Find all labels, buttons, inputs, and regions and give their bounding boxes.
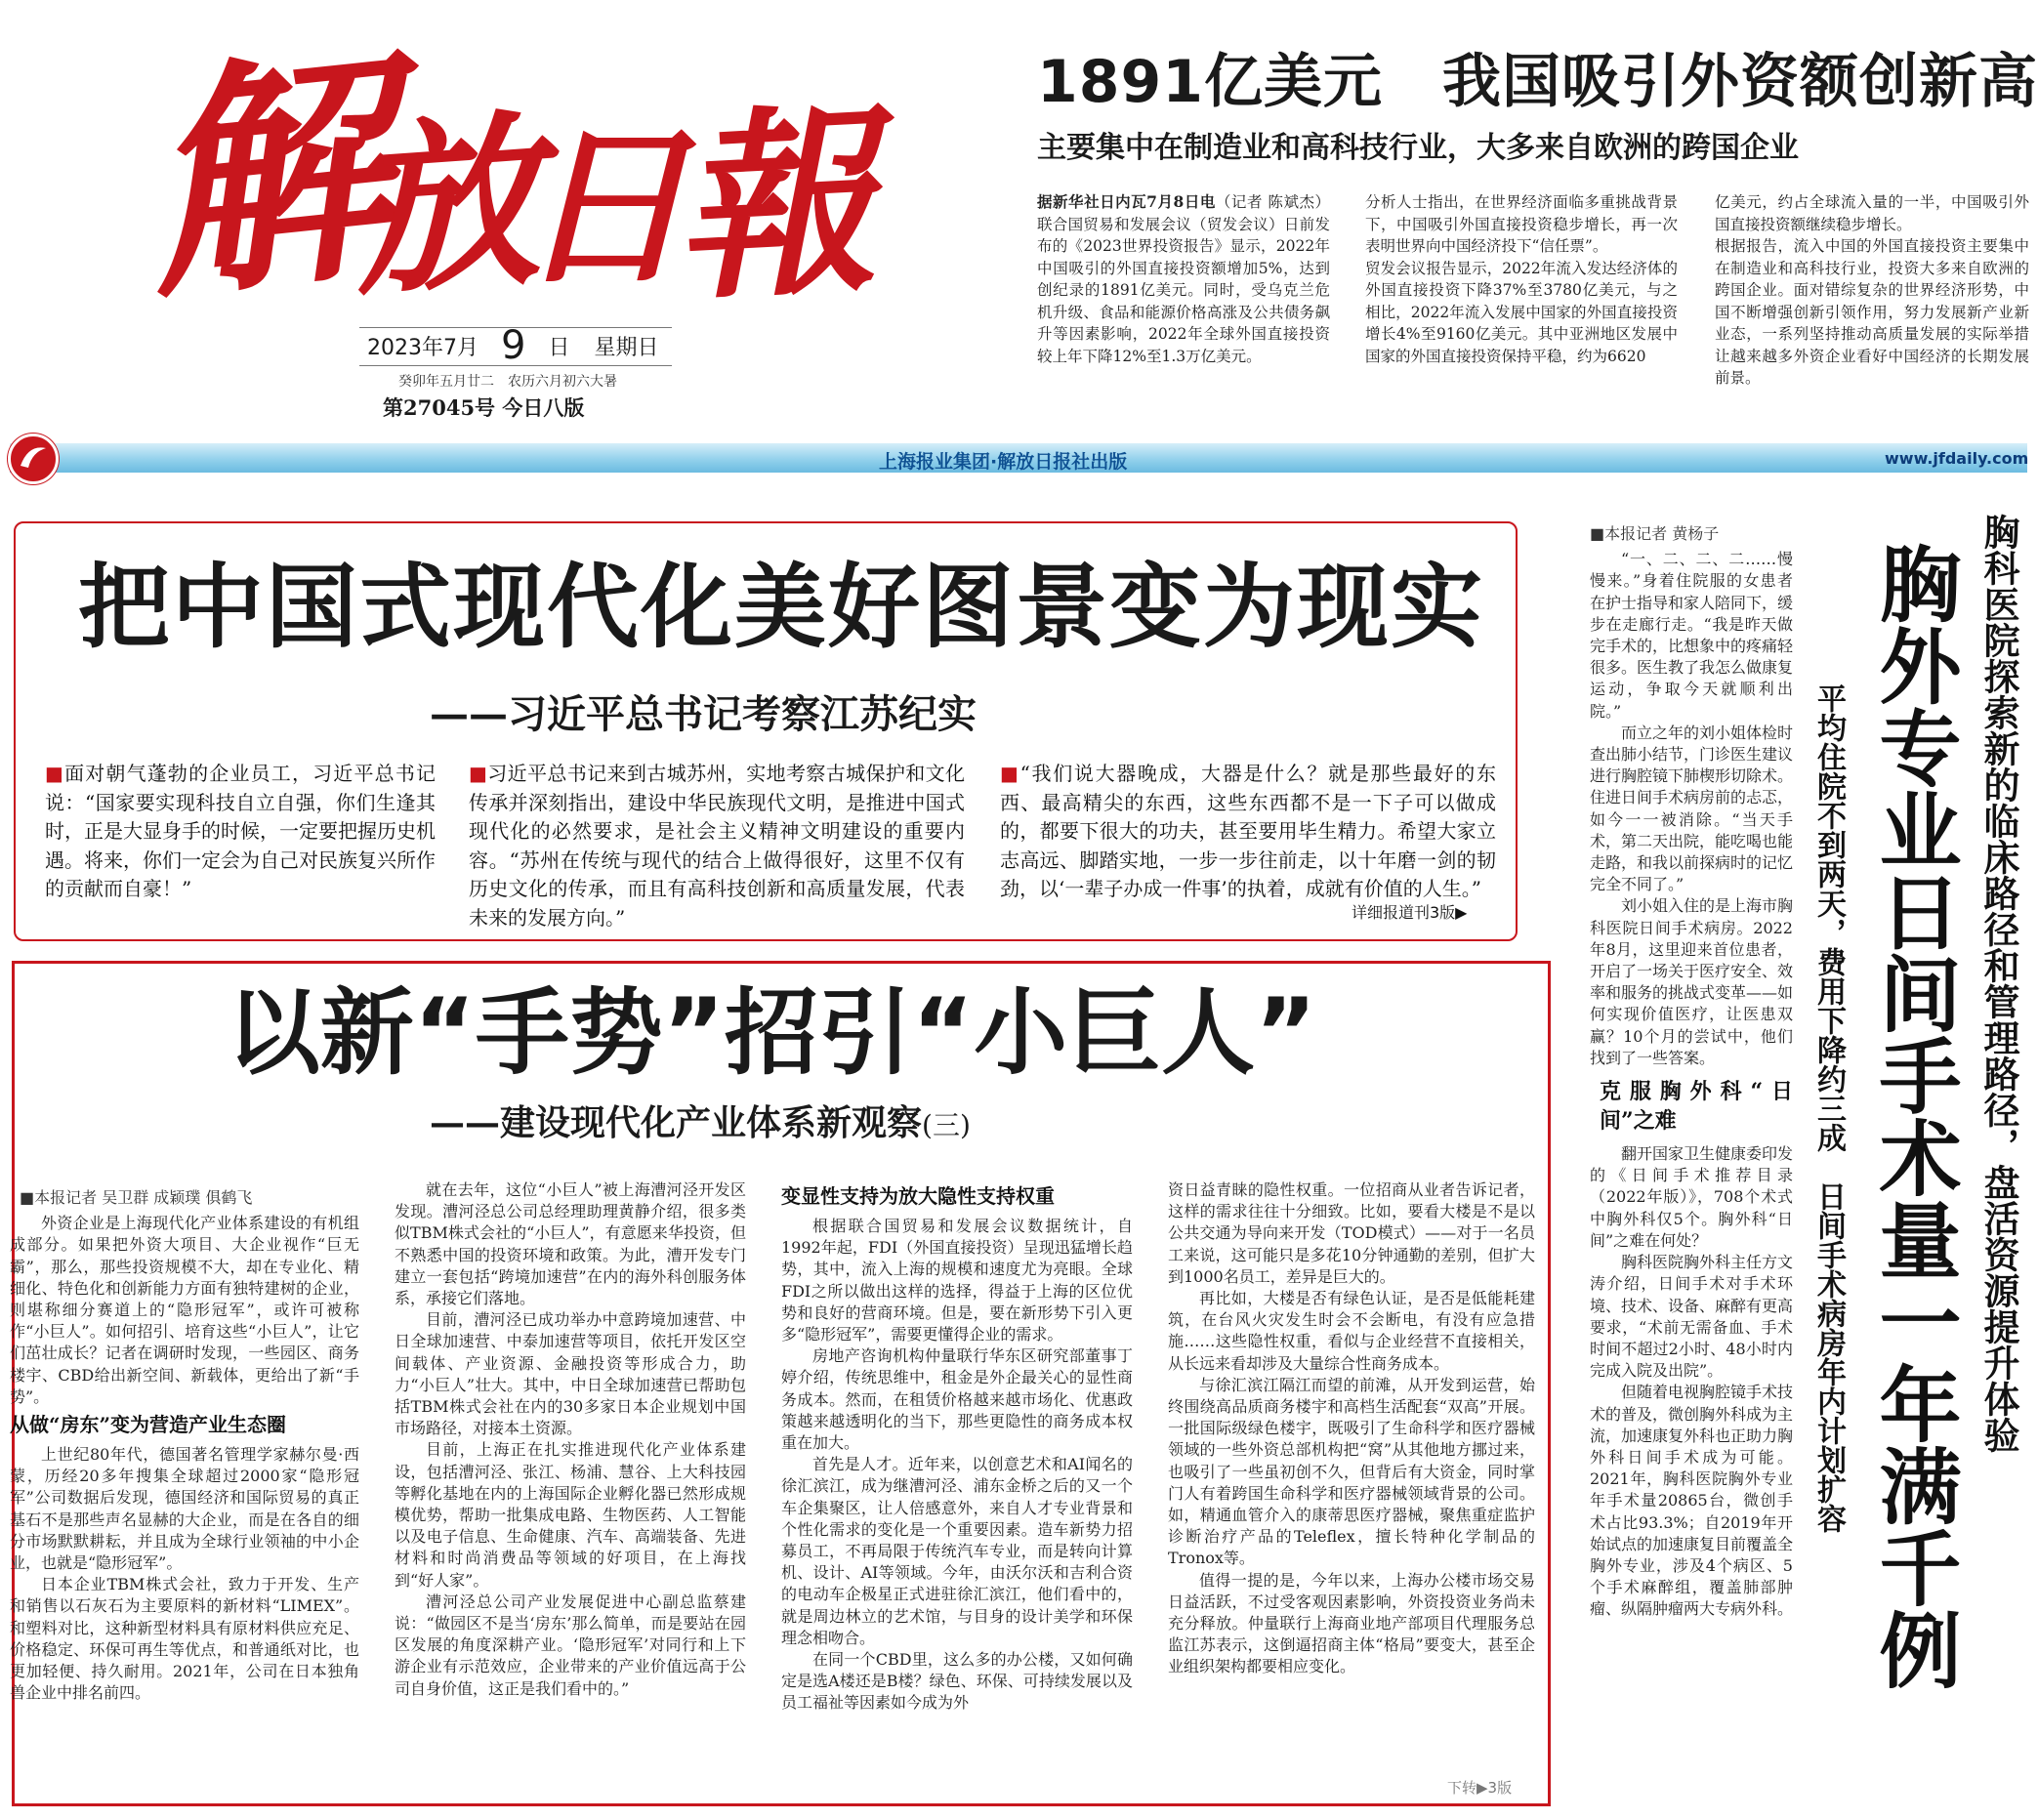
date-day: 9 [501, 323, 526, 368]
masthead [0, 0, 1035, 439]
second-col4-p1: 资日益青睐的隐性权重。一位招商从业者告诉记者，这样的需求往往十分细致。比如，要看大楼是不是以公共交通为导向来开发（TOD模式）——对于一名员工来说，这可能只是多花10分钟通勤的差别，但扩大到1000名员工，差异是巨大的。 [1168, 1180, 1535, 1286]
second-story-subhead: ——建设现代化产业体系新观察 [430, 1102, 923, 1143]
right-story-deck: 平均住院不到两天，费用下降约三成 日间手术病房年内计划扩容 [1811, 683, 1846, 1533]
lead-story-col3 [1000, 760, 1496, 904]
lead-story-subhead: ——习近平总书记考察江苏纪实 [430, 691, 977, 737]
logo-glyph-ri: 日 [518, 107, 688, 308]
second-story-col1 [10, 1187, 359, 1704]
second-col2-p4: 漕河泾总公司产业发展促进中心副总监蔡建说：“做园区不是当‘房东’那么简单，而是要站在园区发展的角度深耕产业。‘隐形冠军’对同行和上下游企业有示范效应，企业带来的产业价值远高于公司自身价值，这正是我们看中的。” [395, 1592, 746, 1698]
website-link[interactable]: www.jfdaily.com [1885, 449, 2029, 468]
lead-col3-text: “我们说大器晚成，大器是什么？就是那些最好的东西、最高精尖的东西，这些东西都不是一下子可以做成的，都要下很大的功夫，甚至要用毕生精力。希望大家立志高远、脚踏实地，一步一步往前走，以十年磨一剑的韧劲，以‘一辈子办成一件事’的执着，成就有价值的人生。” [1000, 762, 1496, 900]
second-col1-subhead: 从做“房东”变为营造产业生态圈 [10, 1413, 287, 1437]
lead-story-col2 [469, 760, 965, 932]
second-story-col4 [1168, 1179, 1535, 1678]
top-story-col1-para [1037, 191, 1330, 367]
second-story-byline: ■本报记者 吴卫群 成颖璞 俱鹤飞 [20, 1188, 253, 1207]
date-rule-bottom [359, 365, 672, 366]
second-col2-p3: 目前，上海正在扎实推进现代化产业体系建设，包括漕河泾、张江、杨浦、慧谷、上大科技园等孵化基地在内的上海国际企业孵化器已然形成规模优势，帮助一批集成电路、生物医药、人工智能以及电子信息、生命健康、汽车、高端装备、先进材料和时尚消费品等领域的好项目，在上海找到“好人家”。 [395, 1440, 746, 1590]
second-col3-p1: 根据联合国贸易和发展会议数据统计，自1992年起，FDI（外国直接投资）呈现迅猛增长趋势，其中，流入上海的规模和速度尤为亮眼。全球FDI之所以做出这样的选择，得益于上海的区位优势和良好的营商环境。但是，要在新形势下引入更多“隐形冠军”，需要更懂得企业的需求。 [781, 1217, 1133, 1344]
date-line [367, 323, 659, 368]
second-story-col2 [395, 1179, 746, 1700]
lead-col1-text: 面对朝气蓬勃的企业员工，习近平总书记说：“国家要实现科技自立自强，你们生逢其时，正是大显身手的时候，一定要把握历史机遇。将来，你们一定会为自己对民族复兴所作的贡献而自豪！” [45, 762, 436, 900]
lunar-date: 癸卯年五月廿二 农历六月初六大暑 [398, 374, 617, 390]
top-story-col2: 分析人士指出，在世界经济面临多重挑战背景下，中国吸引外国直接投资稳步增长，再一次表明世界向中国经济投下“信任票”。 贸发会议报告显示，2022年流入发达经济体的外国直接投资下降37%至3780亿美元，与之相比，2022年流入发展中国家的外国直接投资增长4%至9160亿美元。其中亚洲地区发展中国家的外国直接投资保持平稳，约为6620 [1365, 193, 1678, 365]
second-col1-p1: 外资企业是上海现代化产业体系建设的有机组成部分。如果把外资大项目、大企业视作“巨无霸”，那么，那些投资规模不大，却在专业化、精细化、特色化和创新能力方面有独特建树的企业，则堪称细分赛道上的“隐形冠军”，或许可被称作“小巨人”。如何招引、培育这些“小巨人”，让它们茁壮成长？记者在调研时发现，一些园区、商务楼宇、CBD给出新空间、新载体，更给出了新“手势”。 [10, 1214, 359, 1406]
date-day-suffix: 日 [548, 336, 570, 360]
lead-col2-text: 习近平总书记来到古城苏州，实地考察古城保护和文化传承并深刻指出，建设中华民族现代文明，是推进中国式现代化的必然要求，是社会主义精神文明建设的重要内容。“苏州在传统与现代的结合上做得很好，这里不仅有历史文化的传承，而且有高科技创新和高质量发展，代表未来的发展方向。” [469, 762, 965, 930]
top-story-col1 [1037, 191, 1330, 367]
right-story-body [1590, 523, 1793, 1621]
second-col4-p3: 与徐汇滨江隔江而望的前滩，从开发到运营，始终围绕高品质商务楼宇和高档生活配套“双高”开展。一批国际级绿色楼宇，既吸引了生命科学和医疗器械领域的一些外资总部机构把“窝”从其他地方挪过来，也吸引了一些虽初创不久，但背后有大资金，同时掌门人有着跨国生命科学和医疗器械领域背景的公司。如，精通血管介入的康蒂思医疗器械，聚焦重症监护诊断治疗产品的Teleflex，擅长特种化学制品的Tronox等。 [1168, 1375, 1535, 1568]
swoosh-icon [11, 436, 56, 481]
second-story-headline: 以新“手势”招引“小巨人” [226, 978, 1317, 1088]
second-col2-p1: 就在去年，这位“小巨人”被上海漕河泾开发区发现。漕河泾总公司总经理助理黄静介绍，很多类似TBM株式会社的“小巨人”，有意愿来华投资，但不熟悉中国的投资环境和政策。为此，漕开发专门建立一套包括“跨境加速营”在内的海外科创服务体系，承接它们落地。 [395, 1180, 746, 1308]
top-story-headline: 1891亿美元 我国吸引外资额创新高 [1037, 48, 2038, 116]
top-story-subhead: 主要集中在制造业和高科技行业，大多来自欧洲的跨国企业 [1037, 131, 1799, 165]
second-col3-p3: 首先是人才。近年来，以创意艺术和AI闻名的徐汇滨江，成为继漕河泾、浦东金桥之后的又一个车企集聚区，让人倍感意外，来自人才专业背景和个性化需求的变化是一个重要因素。造车新势力招募员工，不再局限于传统汽车专业，而是转向计算机、设计、AI等领域。今年，由沃尔沃和吉利合资的电动车企极星正式进驻徐汇滨江，他们看中的，就是周边林立的艺术馆，与目身的设计美学和环保理念相吻合。 [781, 1455, 1133, 1647]
second-col1-p2: 上世纪80年代，德国著名管理学家赫尔曼·西蒙，历经20多年搜集全球超过2000家“隐形冠军”公司数据后发现，德国经济和国际贸易的真正基石不是那些声名显赫的大企业，而是在各自的细分市场默默耕耘，并且成为全球行业领袖的中小企业，也就是“隐形冠军”。 [10, 1445, 359, 1573]
right-story-p3: 刘小姐入住的是上海市胸科医院日间手术病房。2022年8月，这里迎来首位患者，开启了一场关于医疗安全、效率和服务的挑战式变革——如何实现价值医疗，让医患双赢？10个月的尝试中，他们找到了一些答案。 [1590, 896, 1794, 1067]
publisher-text: 上海报业集团·解放日报社出版 [879, 451, 1128, 473]
second-col3-subhead: 变显性支持为放大隐性支持权重 [781, 1184, 1055, 1208]
bullet-square-icon: ■ [1000, 762, 1020, 785]
right-story-p4: 翻开国家卫生健康委印发的《日间手术推荐目录（2022年版）》，708个术式中胸外科仅5个。胸外科“日间”之难在何处？ [1590, 1144, 1794, 1250]
second-story-subhead-wrap [430, 1099, 971, 1149]
right-story-byline: ■本报记者 黄杨子 [1590, 524, 1720, 543]
issue-number: 第27045号 今日八版 [383, 395, 585, 420]
top-story-col3: 亿美元，约占全球流入量的一半，中国吸引外国直接投资额继续稳步增长。 根据报告，流入中国的外国直接投资主要集中在制造业和高科技行业，投资大多来自欧洲的跨国企业。面对错综复杂的世界经济形势，中国不断增强创新引领作用，努力发展新产业新业态，一系列坚持推动高质量发展的实际举措让越来越多外资企业看好中国经济的长期发展前景。 [1715, 193, 2029, 387]
right-story-p6: 但随着电视胸腔镜手术技术的普及，微创胸外科成为主流，加速康复外科也正助力胸外科日间手术成为可能。2021年，胸科医院胸外专业年手术量20865台，微创手术占比93.3%；自2019年开始试点的加速康复目前覆盖全胸外专业，涉及4个病区、5个手术麻醉组，覆盖肺部肿瘤、纵隔肿瘤两大专病外科。 [1590, 1383, 1794, 1619]
date-weekday: 星期日 [594, 336, 659, 360]
lead-story-col1 [45, 760, 436, 904]
bullet-square-icon: ■ [45, 762, 65, 785]
second-story-series-no: (三) [922, 1109, 971, 1141]
second-story-col3 [781, 1183, 1133, 1715]
logo-glyph-jie: 解 [130, 21, 404, 333]
bullet-square-icon: ■ [469, 762, 488, 785]
logo-glyph-fang: 放 [345, 91, 546, 321]
second-col4-p2: 再比如，大楼是否有绿色认证，是否是低能耗建筑，在台风火灾发生时会不会断电，有没有应急措施……这些隐性权重，看似与企业经营不直接相关，从长远来看却涉及大量综合性商务成本。 [1168, 1289, 1535, 1373]
top-story-dateline: 据新华社日内瓦7月8日电 [1037, 192, 1216, 211]
lead-story-continued-link[interactable]: 详细报道刊3版▶ [1352, 903, 1468, 922]
second-col3-p4: 在同一个CBD里，这么多的办公楼，又如何确定是选A楼还是B楼？绿色、环保、可持续发展以及员工福祉等因素如今成为外 [781, 1650, 1133, 1713]
right-story-headline: 胸外专业日间手术量一年满千例 [1866, 542, 1962, 1690]
second-col4-p4: 值得一提的是，今年以来，上海办公楼市场交易日益活跃，不过受客观因素影响，外资投资业务尚未充分释放。仲量联行上海商业地产部项目代理服务总监江苏表示，这倒逼招商主体“格局”要变大，甚至企业组织架构都要相应变化。 [1168, 1570, 1535, 1676]
right-story-p5: 胸科医院胸外科主任方文涛介绍，日间手术对手术环境、技术、设备、麻醉有更高要求，“术前无需备血、手术时间不超过2小时、48小时内完成入院及出院”。 [1590, 1253, 1794, 1381]
date-year-month: 2023年7月 [367, 336, 478, 360]
right-story-p2: 而立之年的刘小姐体检时查出肺小结节，门诊医生建议进行胸腔镜下肺楔形切除术。住进日间手术病房前的忐忑，如今一一被消除。“当天手术，第二天出院，能吃喝也能走路，和我以前探病时的记忆完全不同了。” [1590, 723, 1794, 894]
top-story-col1-text: （记者 陈斌杰）联合国贸易和发展会议（贸发会议）日前发布的《2023世界投资报告》显示，2022年中国吸引的外国直接投资额增加5%，达到创纪录的1891亿美元。同时，受乌克兰危机升级、食品和能源价格高涨及公共债务飙升等因素影响，2022年全球外国直接投资较上年下降12%至1.3万亿美元。 [1037, 193, 1330, 365]
band-logo [8, 434, 59, 484]
lead-story-headline: 把中国式现代化美好图景变为现实 [77, 555, 1484, 661]
right-story-kicker: 胸科医院探索新的临床路径和管理路径，盘活资源提升体验 [1977, 514, 2020, 1453]
right-story-p1: “一、二、二、二……慢慢来。”身着住院服的女患者在护士指导和家人陪同下，缓步在走廊行走。“我是昨天做完手术的，比想象中的疼痛轻很多。医生教了我怎么做康复运动，争取今天就顺利出院。” [1590, 550, 1794, 721]
logo-glyph-bao: 報 [668, 84, 881, 329]
logo-calligraphy [130, 21, 881, 333]
second-col3-p2: 房地产咨询机构仲量联行华东区研究部董事丁婷介绍，传统思维中，租金是外企最关心的显性商务成本。然而，在租赁价格越来越市场化、优惠政策越来越透明化的当下，那些更隐性的商务成本权重在加大。 [781, 1346, 1133, 1453]
right-story-subhead: 克服胸外科“日间”之难 [1600, 1079, 1793, 1135]
second-col2-p2: 目前，漕河泾已成功举办中意跨境加速营、中日全球加速营、中泰加速营等项目，依托开发区空间载体、产业资源、金融投资等形成合力，助力“小巨人”壮大。其中，中日全球加速营已帮助包括TBM株式会社在内的30多家日本企业规划中国市场路径，对接本土资源。 [395, 1310, 746, 1438]
second-story-jump-link[interactable]: 下转▶3版 [1447, 1779, 1513, 1797]
second-col1-p3: 日本企业TBM株式会社，致力于开发、生产和销售以石灰石为主要原料的新材料“LIMEX”。和塑料对比，这种新型材料具有原材料供应充足、价格稳定、环保可再生等优点，和普通纸对比，也更加轻便、持久耐用。2021年，公司在日本独角兽企业中排名前四。 [10, 1575, 359, 1703]
